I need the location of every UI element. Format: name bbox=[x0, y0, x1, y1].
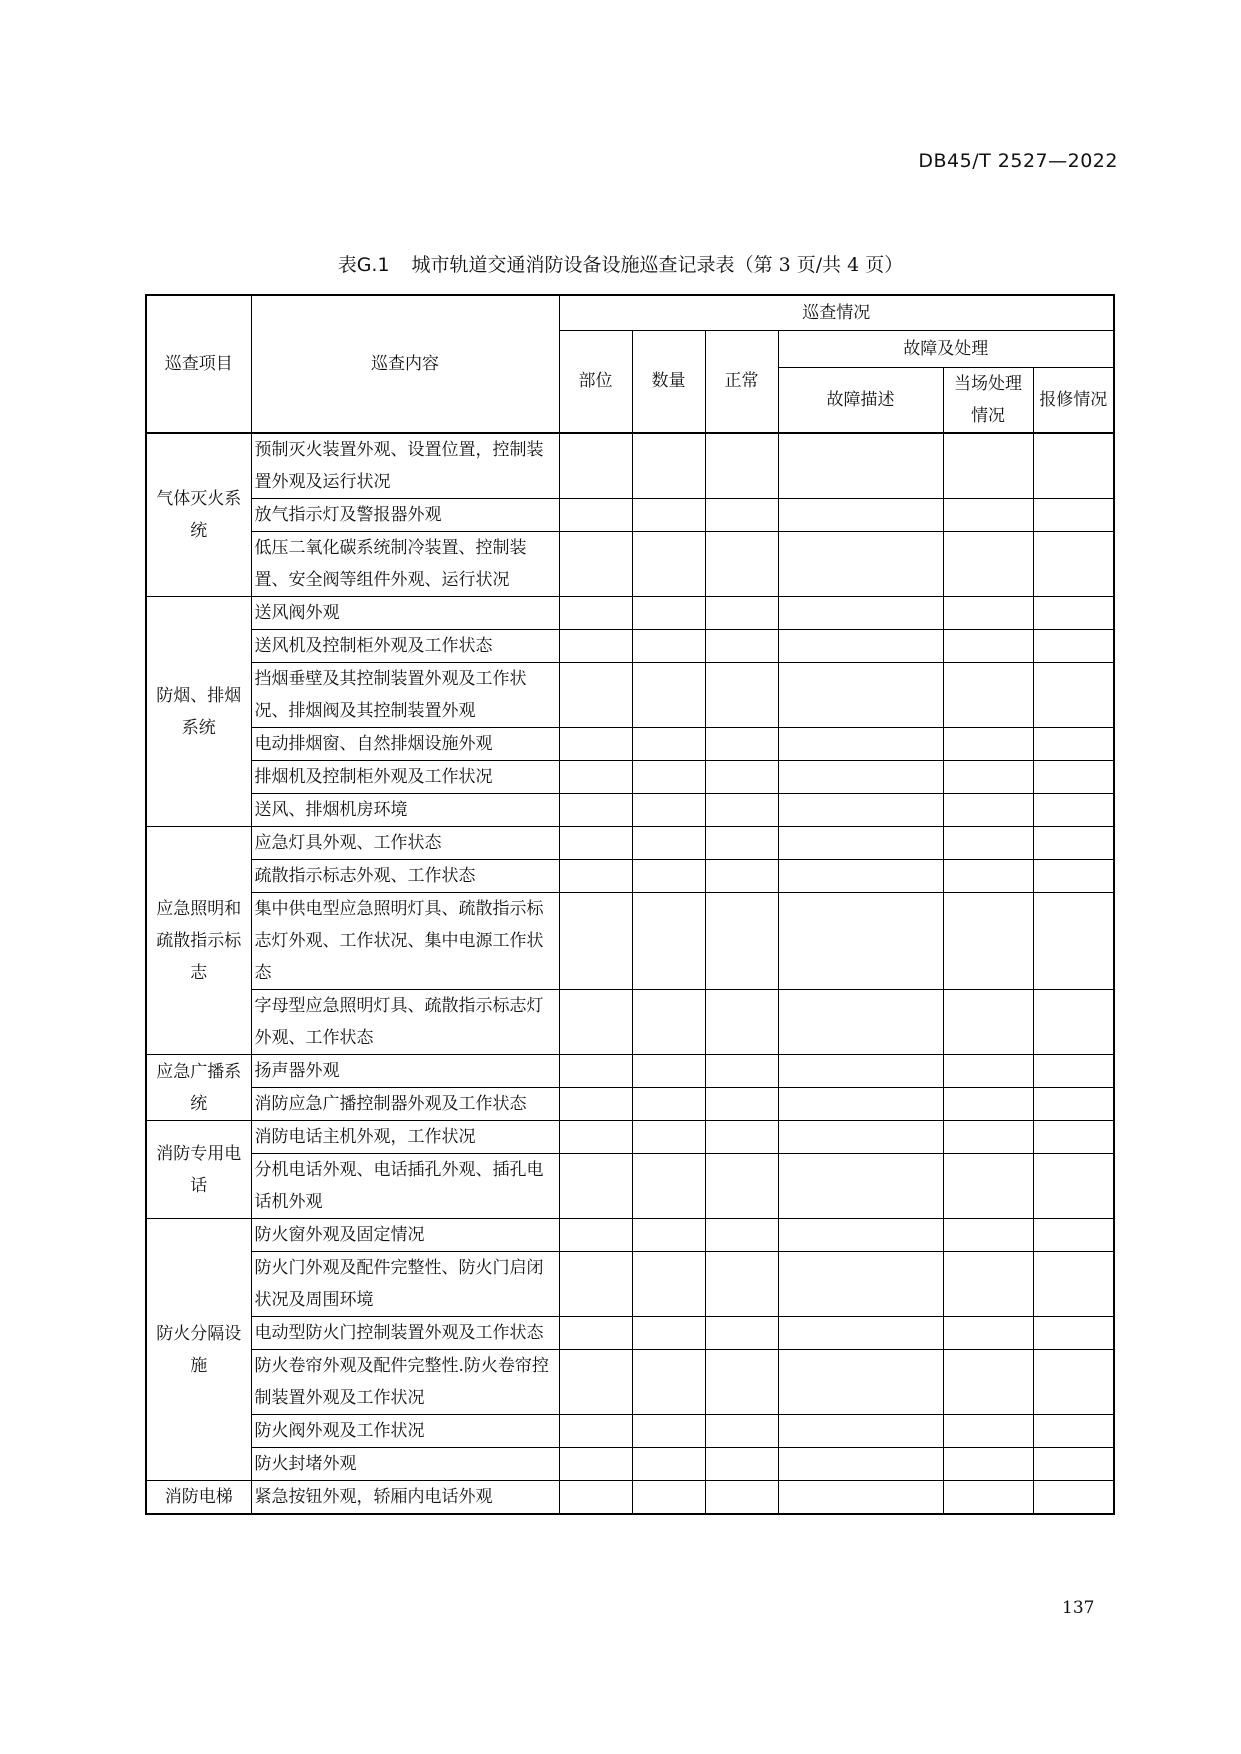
repair-status-cell[interactable] bbox=[1033, 1219, 1114, 1252]
fault-description-cell[interactable] bbox=[778, 1350, 943, 1415]
table-row bbox=[146, 1350, 1114, 1415]
normal-cell[interactable] bbox=[705, 761, 778, 794]
table-caption bbox=[0, 250, 1241, 277]
table-row bbox=[146, 1317, 1114, 1350]
inspection-table bbox=[145, 294, 1115, 1515]
inspection-item-cell: 应急照明和疏散指示标志 bbox=[146, 827, 251, 1055]
location-cell[interactable] bbox=[559, 794, 632, 827]
normal-cell[interactable] bbox=[705, 1219, 778, 1252]
quantity-cell[interactable] bbox=[632, 728, 705, 761]
repair-status-cell[interactable] bbox=[1033, 1252, 1114, 1317]
table-row bbox=[146, 728, 1114, 761]
quantity-cell[interactable] bbox=[632, 893, 705, 990]
fault-description-cell[interactable] bbox=[778, 1154, 943, 1219]
quantity-cell[interactable] bbox=[632, 1448, 705, 1481]
quantity-cell[interactable] bbox=[632, 1415, 705, 1448]
fault-description-cell[interactable] bbox=[778, 532, 943, 597]
inspection-content-cell: 低压二氧化碳系统制冷装置、控制装置、安全阀等组件外观、运行状况 bbox=[251, 532, 559, 597]
location-cell[interactable] bbox=[559, 1154, 632, 1219]
fault-description-cell[interactable] bbox=[778, 433, 943, 499]
table-row bbox=[146, 1448, 1114, 1481]
quantity-cell[interactable] bbox=[632, 990, 705, 1055]
onsite-handling-cell[interactable] bbox=[943, 1088, 1033, 1121]
repair-status-cell[interactable] bbox=[1033, 1154, 1114, 1219]
normal-cell[interactable] bbox=[705, 663, 778, 728]
location-cell[interactable] bbox=[559, 1317, 632, 1350]
location-cell[interactable] bbox=[559, 1055, 632, 1088]
location-cell[interactable] bbox=[559, 1088, 632, 1121]
inspection-item-cell: 防火分隔设施 bbox=[146, 1219, 251, 1481]
normal-cell[interactable] bbox=[705, 532, 778, 597]
location-cell[interactable] bbox=[559, 597, 632, 630]
repair-status-cell[interactable] bbox=[1033, 499, 1114, 532]
location-cell[interactable] bbox=[559, 1252, 632, 1317]
header-normal: 正常 bbox=[705, 330, 778, 433]
repair-status-cell[interactable] bbox=[1033, 433, 1114, 499]
quantity-cell[interactable] bbox=[632, 1481, 705, 1515]
fault-description-cell[interactable] bbox=[778, 728, 943, 761]
table-row bbox=[146, 990, 1114, 1055]
quantity-cell[interactable] bbox=[632, 1350, 705, 1415]
repair-status-cell[interactable] bbox=[1033, 728, 1114, 761]
inspection-content-cell: 应急灯具外观、工作状态 bbox=[251, 827, 559, 860]
onsite-handling-cell[interactable] bbox=[943, 663, 1033, 728]
inspection-content-cell: 放气指示灯及警报器外观 bbox=[251, 499, 559, 532]
inspection-content-cell: 电动型防火门控制装置外观及工作状态 bbox=[251, 1317, 559, 1350]
inspection-content-cell: 预制灭火装置外观、设置位置，控制装置外观及运行状况 bbox=[251, 433, 559, 499]
quantity-cell[interactable] bbox=[632, 433, 705, 499]
location-cell[interactable] bbox=[559, 499, 632, 532]
inspection-content-cell: 防火卷帘外观及配件完整性.防火卷帘控制装置外观及工作状况 bbox=[251, 1350, 559, 1415]
table-row bbox=[146, 1088, 1114, 1121]
header-onsite-handling: 当场处理情况 bbox=[943, 367, 1033, 433]
inspection-content-cell: 扬声器外观 bbox=[251, 1055, 559, 1088]
fault-description-cell[interactable] bbox=[778, 499, 943, 532]
quantity-cell[interactable] bbox=[632, 827, 705, 860]
repair-status-cell[interactable] bbox=[1033, 893, 1114, 990]
normal-cell[interactable] bbox=[705, 990, 778, 1055]
location-cell[interactable] bbox=[559, 761, 632, 794]
onsite-handling-cell[interactable] bbox=[943, 433, 1033, 499]
table-row bbox=[146, 663, 1114, 728]
header-fault-and-handling: 故障及处理 bbox=[778, 330, 1114, 367]
table-row bbox=[146, 761, 1114, 794]
location-cell[interactable] bbox=[559, 1121, 632, 1154]
onsite-handling-cell[interactable] bbox=[943, 860, 1033, 893]
fault-description-cell[interactable] bbox=[778, 1088, 943, 1121]
normal-cell[interactable] bbox=[705, 433, 778, 499]
inspection-content-cell: 集中供电型应急照明灯具、疏散指示标志灯外观、工作状况、集中电源工作状态 bbox=[251, 893, 559, 990]
onsite-handling-cell[interactable] bbox=[943, 990, 1033, 1055]
repair-status-cell[interactable] bbox=[1033, 1448, 1114, 1481]
page-note: （第 3 页/共 4 页） bbox=[734, 254, 904, 276]
normal-cell[interactable] bbox=[705, 597, 778, 630]
fault-description-cell[interactable] bbox=[778, 1055, 943, 1088]
page-number: 137 bbox=[1062, 1598, 1095, 1618]
table-row bbox=[146, 1055, 1114, 1088]
repair-status-cell[interactable] bbox=[1033, 827, 1114, 860]
fault-description-cell[interactable] bbox=[778, 827, 943, 860]
fault-description-cell[interactable] bbox=[778, 761, 943, 794]
table-row bbox=[146, 630, 1114, 663]
quantity-cell[interactable] bbox=[632, 761, 705, 794]
onsite-handling-cell[interactable] bbox=[943, 1219, 1033, 1252]
inspection-content-cell: 字母型应急照明灯具、疏散指示标志灯外观、工作状态 bbox=[251, 990, 559, 1055]
quantity-cell[interactable] bbox=[632, 1317, 705, 1350]
inspection-content-cell: 挡烟垂壁及其控制装置外观及工作状况、排烟阀及其控制装置外观 bbox=[251, 663, 559, 728]
quantity-cell[interactable] bbox=[632, 794, 705, 827]
location-cell[interactable] bbox=[559, 433, 632, 499]
location-cell[interactable] bbox=[559, 1415, 632, 1448]
location-cell[interactable] bbox=[559, 1219, 632, 1252]
normal-cell[interactable] bbox=[705, 1481, 778, 1515]
location-cell[interactable] bbox=[559, 990, 632, 1055]
fault-description-cell[interactable] bbox=[778, 1415, 943, 1448]
onsite-handling-cell[interactable] bbox=[943, 1317, 1033, 1350]
quantity-cell[interactable] bbox=[632, 499, 705, 532]
normal-cell[interactable] bbox=[705, 1350, 778, 1415]
quantity-cell[interactable] bbox=[632, 532, 705, 597]
inspection-content-cell: 送风、排烟机房环境 bbox=[251, 794, 559, 827]
repair-status-cell[interactable] bbox=[1033, 1481, 1114, 1515]
normal-cell[interactable] bbox=[705, 728, 778, 761]
location-cell[interactable] bbox=[559, 532, 632, 597]
repair-status-cell[interactable] bbox=[1033, 532, 1114, 597]
inspection-content-cell: 电动排烟窗、自然排烟设施外观 bbox=[251, 728, 559, 761]
inspection-content-cell: 排烟机及控制柜外观及工作状况 bbox=[251, 761, 559, 794]
fault-description-cell[interactable] bbox=[778, 663, 943, 728]
normal-cell[interactable] bbox=[705, 1121, 778, 1154]
header-location: 部位 bbox=[559, 330, 632, 433]
normal-cell[interactable] bbox=[705, 827, 778, 860]
inspection-content-cell: 防火阀外观及工作状况 bbox=[251, 1415, 559, 1448]
onsite-handling-cell[interactable] bbox=[943, 597, 1033, 630]
fault-description-cell[interactable] bbox=[778, 1317, 943, 1350]
normal-cell[interactable] bbox=[705, 794, 778, 827]
quantity-cell[interactable] bbox=[632, 1219, 705, 1252]
repair-status-cell[interactable] bbox=[1033, 1121, 1114, 1154]
onsite-handling-cell[interactable] bbox=[943, 532, 1033, 597]
inspection-content-cell: 防火窗外观及固定情况 bbox=[251, 1219, 559, 1252]
header-inspection-item: 巡查项目 bbox=[146, 295, 251, 433]
table-title: 城市轨道交通消防设备设施巡查记录表 bbox=[411, 254, 735, 276]
inspection-content-cell: 紧急按钮外观，轿厢内电话外观 bbox=[251, 1481, 559, 1515]
inspection-content-cell: 分机电话外观、电话插孔外观、插孔电话机外观 bbox=[251, 1154, 559, 1219]
inspection-content-cell: 消防电话主机外观，工作状况 bbox=[251, 1121, 559, 1154]
inspection-item-cell: 消防专用电话 bbox=[146, 1121, 251, 1219]
fault-description-cell[interactable] bbox=[778, 990, 943, 1055]
inspection-item-cell: 气体灭火系统 bbox=[146, 433, 251, 597]
inspection-content-cell: 送风机及控制柜外观及工作状态 bbox=[251, 630, 559, 663]
fault-description-cell[interactable] bbox=[778, 1448, 943, 1481]
header-quantity: 数量 bbox=[632, 330, 705, 433]
quantity-cell[interactable] bbox=[632, 1121, 705, 1154]
repair-status-cell[interactable] bbox=[1033, 1088, 1114, 1121]
onsite-handling-cell[interactable] bbox=[943, 1448, 1033, 1481]
onsite-handling-cell[interactable] bbox=[943, 1481, 1033, 1515]
table-row bbox=[146, 499, 1114, 532]
fault-description-cell[interactable] bbox=[778, 893, 943, 990]
inspection-content-cell: 防火封堵外观 bbox=[251, 1448, 559, 1481]
location-cell[interactable] bbox=[559, 1350, 632, 1415]
inspection-item-cell: 应急广播系统 bbox=[146, 1055, 251, 1121]
onsite-handling-cell[interactable] bbox=[943, 1350, 1033, 1415]
fault-description-cell[interactable] bbox=[778, 1121, 943, 1154]
inspection-item-cell: 消防电梯 bbox=[146, 1481, 251, 1515]
quantity-cell[interactable] bbox=[632, 1154, 705, 1219]
repair-status-cell[interactable] bbox=[1033, 860, 1114, 893]
inspection-content-cell: 防火门外观及配件完整性、防火门启闭状况及周围环境 bbox=[251, 1252, 559, 1317]
fault-description-cell[interactable] bbox=[778, 860, 943, 893]
quantity-cell[interactable] bbox=[632, 630, 705, 663]
onsite-handling-cell[interactable] bbox=[943, 1121, 1033, 1154]
location-cell[interactable] bbox=[559, 1448, 632, 1481]
location-cell[interactable] bbox=[559, 663, 632, 728]
repair-status-cell[interactable] bbox=[1033, 597, 1114, 630]
location-cell[interactable] bbox=[559, 860, 632, 893]
repair-status-cell[interactable] bbox=[1033, 1055, 1114, 1088]
quantity-cell[interactable] bbox=[632, 1252, 705, 1317]
fault-description-cell[interactable] bbox=[778, 1252, 943, 1317]
inspection-content-cell: 疏散指示标志外观、工作状态 bbox=[251, 860, 559, 893]
table-row bbox=[146, 893, 1114, 990]
repair-status-cell[interactable] bbox=[1033, 630, 1114, 663]
table-row bbox=[146, 433, 1114, 499]
onsite-handling-cell[interactable] bbox=[943, 893, 1033, 990]
normal-cell[interactable] bbox=[705, 1415, 778, 1448]
onsite-handling-cell[interactable] bbox=[943, 728, 1033, 761]
normal-cell[interactable] bbox=[705, 1055, 778, 1088]
fault-description-cell[interactable] bbox=[778, 630, 943, 663]
normal-cell[interactable] bbox=[705, 860, 778, 893]
fault-description-cell[interactable] bbox=[778, 1481, 943, 1515]
normal-cell[interactable] bbox=[705, 1088, 778, 1121]
table-row bbox=[146, 1252, 1114, 1317]
location-cell[interactable] bbox=[559, 827, 632, 860]
table-row bbox=[146, 1121, 1114, 1154]
repair-status-cell[interactable] bbox=[1033, 990, 1114, 1055]
onsite-handling-cell[interactable] bbox=[943, 1415, 1033, 1448]
table-row bbox=[146, 1481, 1114, 1515]
quantity-cell[interactable] bbox=[632, 1088, 705, 1121]
repair-status-cell[interactable] bbox=[1033, 1317, 1114, 1350]
header-inspection-situation: 巡查情况 bbox=[559, 295, 1114, 330]
quantity-cell[interactable] bbox=[632, 597, 705, 630]
inspection-content-cell: 送风阀外观 bbox=[251, 597, 559, 630]
table-number: 表G.1 bbox=[337, 254, 390, 276]
location-cell[interactable] bbox=[559, 1481, 632, 1515]
repair-status-cell[interactable] bbox=[1033, 794, 1114, 827]
fault-description-cell[interactable] bbox=[778, 1219, 943, 1252]
location-cell[interactable] bbox=[559, 893, 632, 990]
table-row bbox=[146, 1154, 1114, 1219]
onsite-handling-cell[interactable] bbox=[943, 827, 1033, 860]
onsite-handling-cell[interactable] bbox=[943, 761, 1033, 794]
repair-status-cell[interactable] bbox=[1033, 663, 1114, 728]
document-code: DB45/T 2527—2022 bbox=[918, 150, 1118, 172]
normal-cell[interactable] bbox=[705, 499, 778, 532]
table-row bbox=[146, 860, 1114, 893]
quantity-cell[interactable] bbox=[632, 1055, 705, 1088]
header-inspection-content: 巡查内容 bbox=[251, 295, 559, 433]
repair-status-cell[interactable] bbox=[1033, 1415, 1114, 1448]
normal-cell[interactable] bbox=[705, 1448, 778, 1481]
location-cell[interactable] bbox=[559, 728, 632, 761]
quantity-cell[interactable] bbox=[632, 860, 705, 893]
onsite-handling-cell[interactable] bbox=[943, 1154, 1033, 1219]
normal-cell[interactable] bbox=[705, 1317, 778, 1350]
repair-status-cell[interactable] bbox=[1033, 761, 1114, 794]
table-row bbox=[146, 794, 1114, 827]
normal-cell[interactable] bbox=[705, 1154, 778, 1219]
repair-status-cell[interactable] bbox=[1033, 1350, 1114, 1415]
table-row bbox=[146, 827, 1114, 860]
header-fault-description: 故障描述 bbox=[778, 367, 943, 433]
normal-cell[interactable] bbox=[705, 630, 778, 663]
quantity-cell[interactable] bbox=[632, 663, 705, 728]
location-cell[interactable] bbox=[559, 630, 632, 663]
normal-cell[interactable] bbox=[705, 893, 778, 990]
table-row bbox=[146, 1415, 1114, 1448]
table-row bbox=[146, 1219, 1114, 1252]
onsite-handling-cell[interactable] bbox=[943, 794, 1033, 827]
fault-description-cell[interactable] bbox=[778, 794, 943, 827]
table-row bbox=[146, 532, 1114, 597]
inspection-item-cell: 防烟、排烟系统 bbox=[146, 597, 251, 827]
normal-cell[interactable] bbox=[705, 1252, 778, 1317]
inspection-content-cell: 消防应急广播控制器外观及工作状态 bbox=[251, 1088, 559, 1121]
onsite-handling-cell[interactable] bbox=[943, 630, 1033, 663]
onsite-handling-cell[interactable] bbox=[943, 1055, 1033, 1088]
fault-description-cell[interactable] bbox=[778, 597, 943, 630]
onsite-handling-cell[interactable] bbox=[943, 1252, 1033, 1317]
header-repair-status: 报修情况 bbox=[1033, 367, 1114, 433]
table-row bbox=[146, 597, 1114, 630]
onsite-handling-cell[interactable] bbox=[943, 499, 1033, 532]
